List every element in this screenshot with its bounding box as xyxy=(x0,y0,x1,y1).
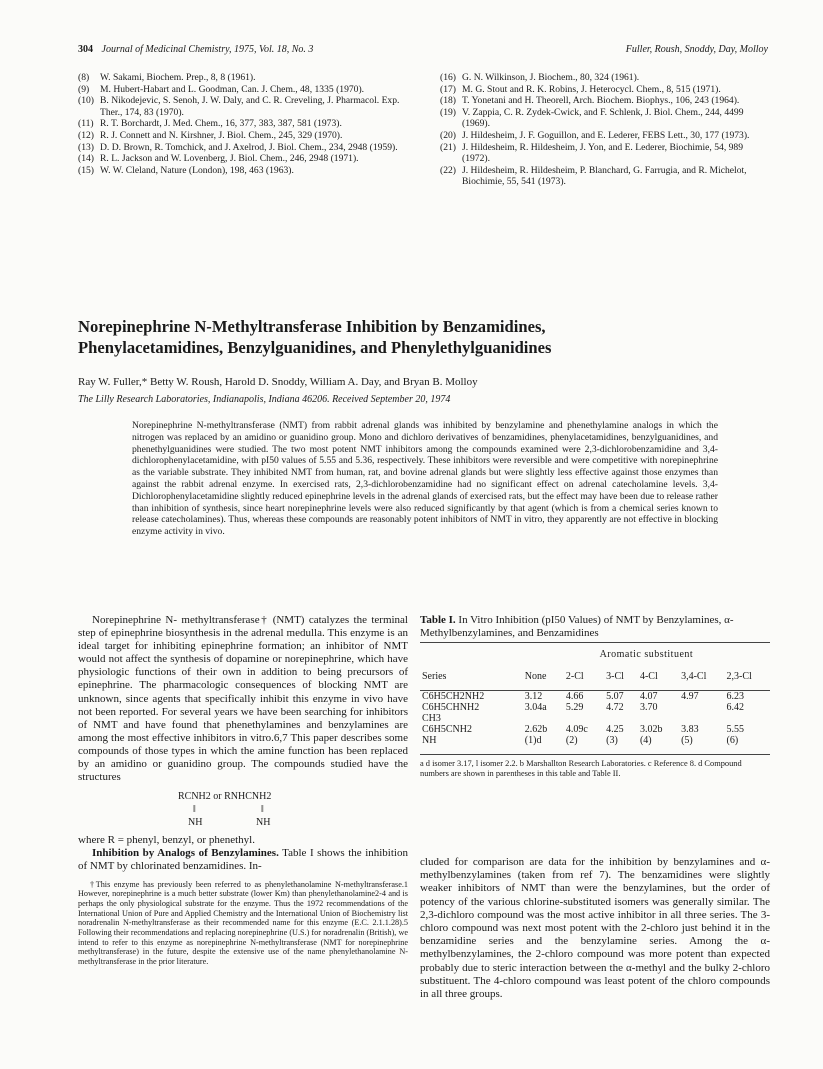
column-header: 3-Cl xyxy=(604,663,638,691)
value-cell: 2.62b xyxy=(524,724,548,736)
reference-text: J. Hildesheim, R. Hildesheim, J. Yon, and E. Lederer, Biochimie, 54, 989 (1972). xyxy=(462,141,744,165)
title-line-2: Phenylacetamidines, Benzylguanidines, and Phenylethylguanidines xyxy=(78,338,552,357)
article-title xyxy=(78,316,778,358)
reference-text: R. J. Connett and N. Kirshner, J. Biol. Chem., 245, 329 (1970). xyxy=(100,129,343,141)
table-row xyxy=(420,691,770,703)
table-row xyxy=(420,702,770,713)
formula-nh-left: NH xyxy=(188,817,203,829)
value-cell xyxy=(523,713,564,724)
reference-item xyxy=(78,142,406,154)
table-row xyxy=(420,724,770,735)
table-caption-text: In Vitro Inhibition (pI50 Values) of NMT by Benzylamines, α-Methylbenzylamines, and Benzamidines xyxy=(420,614,734,640)
references-left-column xyxy=(78,72,406,188)
reference-text: T. Yonetani and H. Theorell, Arch. Biochem. Biophys., 106, 243 (1964). xyxy=(462,95,740,107)
reference-text: D. D. Brown, R. Tomchick, and J. Axelrod, J. Biol. Chem., 234, 2948 (1959). xyxy=(100,141,398,153)
reference-item xyxy=(440,107,768,130)
structure-formulas xyxy=(78,788,408,832)
column-header: 2-Cl xyxy=(564,663,604,691)
body-right-column: cluded for comparison are data for the inhibition by benzylamines and α-methylbenzylamines (taken from ref 7). The benzamidines were slightly weaker inhibitors of NMT than were the benzylamines, but the order of potency of the various chlorine-substituted isomers was generally similar. The 2,3-dichloro compound was the most active inhibitor in all three series. The 3-chloro compound was next most potent with the 2-chloro just behind it in the benzamidine series and the benzylamine series. Among the α-methylbenzylamines, the 2-chloro compound was more potent than expected probably due to steric interaction between the α-methyl and the bulky 2-chloro substituent. The 4-chloro compound was least potent of the chloro compounds in all three groups. xyxy=(420,856,770,1001)
value-cell: 6.42 xyxy=(726,702,745,714)
formula-bond-left: ‖ xyxy=(193,804,196,816)
column-header-row xyxy=(420,663,770,691)
formula-or: or xyxy=(213,791,222,803)
column-header: None xyxy=(523,663,564,691)
formula-amidine: RCNH2 xyxy=(178,791,211,803)
reference-number: (12) xyxy=(78,129,94,141)
reference-item xyxy=(78,84,406,96)
reference-text: V. Zappia, C. R. Zydek-Cwick, and F. Schlenk, J. Biol. Chem., 244, 4499 (1969). xyxy=(462,106,744,130)
where-line: where R = phenyl, benzyl, or phenethyl. xyxy=(78,834,255,847)
title-line-1: Norepinephrine N-Methyltransferase Inhibition by Benzamidines, xyxy=(78,317,546,336)
reference-text: J. Hildesheim, R. Hildesheim, P. Blanchard, G. Farrugia, and R. Michelot, Biochimie, 55, 541 (1973). xyxy=(462,164,747,188)
value-cell xyxy=(564,713,604,724)
value-cell xyxy=(725,713,770,724)
table-1 xyxy=(420,614,770,780)
references-right-column xyxy=(440,72,768,188)
column-header: Series xyxy=(420,663,523,691)
value-cell: 3.02b xyxy=(639,724,663,736)
span-header: Aromatic substituent xyxy=(599,649,694,661)
value-cell: (4) xyxy=(639,735,652,747)
reference-item xyxy=(78,165,406,177)
reference-number: (13) xyxy=(78,141,94,153)
formula-nh-right: NH xyxy=(256,817,271,829)
value-cell: 3.70 xyxy=(639,702,658,714)
reference-number: (21) xyxy=(440,141,456,153)
value-cell: (1)d xyxy=(524,735,542,747)
reference-item xyxy=(440,84,768,96)
reference-number: (15) xyxy=(78,164,94,176)
section-text: Table I shows the inhibition of NMT by chlorinated benzamidines. In- xyxy=(78,847,408,873)
series-cell: NH xyxy=(422,735,437,747)
reference-item xyxy=(440,72,768,84)
reference-item xyxy=(78,118,406,130)
reference-item xyxy=(440,142,768,165)
reference-number: (11) xyxy=(78,118,94,130)
footnote: †This enzyme has previously been referred to as phenylethanolamine N-methyltransferase.1 However, norepinephrine is a much better substrate (lower Km) than phenylethanolamine2-4 and is perhaps the only physiological substrate for the enzyme. Thus the 1972 recommendations of the International Union of Pure and Applied Chemistry and the International Union of Biochemistry list noradrenalin N-methyltransferase as their recommended name for this enzyme (E.C. 2.1.1.28).5 Following their recommendations and replacing norepinephrine (U.S.) for noradrenalin (British), we intend to refer to this enzyme as norepinephrine N-methyltransferase (NMT for norepinephrine methyltransferase) in the future, despite the extensive use of the name phenylethanolamine N-methyltransferase in the prior literature. xyxy=(78,879,408,967)
column-header: 3,4-Cl xyxy=(679,663,724,691)
author-list: Ray W. Fuller,* Betty W. Roush, Harold D. Snoddy, William A. Day, and Bryan B. Molloy xyxy=(78,376,478,388)
section-paragraph xyxy=(78,847,408,873)
page-number: 304 xyxy=(78,44,93,55)
reference-text: W. Sakami, Biochem. Prep., 8, 8 (1961). xyxy=(100,72,256,83)
value-cell xyxy=(679,702,724,713)
table-row xyxy=(420,735,770,746)
running-header xyxy=(78,44,768,55)
reference-text: R. L. Jackson and W. Lovenberg, J. Biol. Chem., 246, 2948 (1971). xyxy=(100,153,359,165)
value-cell: 4.25 xyxy=(606,724,624,736)
reference-text: R. T. Borchardt, J. Med. Chem., 16, 377, 383, 387, 581 (1973). xyxy=(100,118,342,130)
column-header: 2,3-Cl xyxy=(725,663,770,691)
series-cell: C6H5CNH2 xyxy=(422,724,473,736)
reference-number: (17) xyxy=(440,83,456,95)
value-cell: 4.97 xyxy=(681,691,699,703)
formula-bond-right: ‖ xyxy=(261,804,264,816)
section-heading: Inhibition by Analogs of Benzylamines. xyxy=(92,847,279,860)
reference-text: G. N. Wilkinson, J. Biochem., 80, 324 (1961). xyxy=(462,72,640,83)
reference-text: J. Hildesheim, J. F. Goguillon, and E. Lederer, FEBS Lett., 30, 177 (1973). xyxy=(462,129,750,141)
value-cell: (2) xyxy=(565,735,578,747)
reference-item xyxy=(440,165,768,188)
reference-item xyxy=(78,95,406,118)
value-cell: 5.55 xyxy=(726,724,745,736)
value-cell: 3.12 xyxy=(524,691,543,703)
inhibition-table xyxy=(420,643,770,746)
value-cell: (3) xyxy=(606,735,618,747)
reference-text: B. Nikodejevic, S. Senoh, J. W. Daly, and C. R. Creveling, J. Pharmacol. Exp. Ther., 174, 83 (1970). xyxy=(100,95,400,118)
value-cell: 4.07 xyxy=(639,691,658,703)
table-row xyxy=(420,713,770,724)
reference-text: W. W. Cleland, Nature (London), 198, 463 (1963). xyxy=(100,164,294,176)
table-footnotes: a d isomer 3.17, l isomer 2.2. b Marshallton Research Laboratories. c Reference 8. d Compound numbers are shown in parentheses in this table and Table II. xyxy=(420,754,770,779)
value-cell: 6.23 xyxy=(726,691,745,703)
table-caption xyxy=(420,614,770,640)
running-authors: Fuller, Roush, Snoddy, Day, Molloy xyxy=(625,44,768,55)
series-cell: CH3 xyxy=(422,713,441,725)
value-cell: 3.04a xyxy=(524,702,547,714)
reference-item xyxy=(78,153,406,165)
reference-number: (22) xyxy=(440,164,456,176)
value-cell xyxy=(604,713,638,724)
value-cell: 5.29 xyxy=(565,702,584,714)
value-cell: (5) xyxy=(681,735,693,747)
series-cell: C6H5CH2NH2 xyxy=(422,691,485,703)
value-cell: 4.66 xyxy=(565,691,584,703)
journal-citation: Journal of Medicinal Chemistry, 1975, Vol. 18, No. 3 xyxy=(101,44,314,55)
column-header: 4-Cl xyxy=(638,663,679,691)
body-left-column xyxy=(78,614,408,967)
series-cell: C6H5CHNH2 xyxy=(422,702,480,714)
reference-item xyxy=(78,130,406,142)
abstract: Norepinephrine N-methyltransferase (NMT) from rabbit adrenal glands was inhibited by benzylamine and phenethylamine analogs in which the nitrogen was replaced by an amidino or guanidino group. Mono and dichloro derivatives of benzamidines, phenylacetamidines, benzylguanidines, and phenethylguanidines were studied. The two most potent NMT inhibitors among the compounds examined were 2,3-dichlorobenzamidine and 3,4-dichlorophenylacetamidine, with pI50 values of 5.55 and 5.36, respectively. These inhibitors were reversible and were competitive with norepinephrine as the variable substrate. They inhibited NMT from human, rat, and bovine adrenal glands but were slightly less effective against those enzymes than against the rabbit adrenal enzyme. In exercised rats, 2,3-dichlorobenzamidine had no significant effect on adrenal catecholamine levels. 3,4-Dichlorophenylacetamidine slightly reduced epinephrine levels in the adrenal glands of exercised rats, but the effect may have been due to release rather than inhibition of synthesis, since heart norepinephrine levels were also reduced significantly by that agent (which is from a chemical series known to release catecholamines). Thus, whereas these compounds are reasonably potent inhibitors of NMT in vitro, they apparently are not effective in blocking enzyme activity in vivo. xyxy=(132,420,718,538)
value-cell: 5.07 xyxy=(606,691,624,703)
value-cell: (6) xyxy=(726,735,739,747)
value-cell: 4.72 xyxy=(606,702,624,714)
intro-paragraph: Norepinephrine N- methyltransferase† (NMT) catalyzes the terminal step of epinephrine biosynthesis in the adrenal medulla. This enzyme is an ideal target for inhibiting epinephrine formation; an inhibitor of NMT would not affect the synthesis of dopamine or norepinephrine, which have physiologic functions of their own in addition to being precursors of epinephrine. The pharmacologic consequences of blocking NMT are unknown, since agents that specifically inhibit this enzyme in vivo have not been reported. For several years we have been searching for inhibitors of NMT and have found that phenethylamines and benzylamines are among the most effective inhibitors in vitro.6,7 This paper describes some compounds of those types in which the amine function has been replaced by an amidino or guanidino group. The compounds studied have the structures xyxy=(78,614,408,784)
reference-number: (8) xyxy=(78,72,90,83)
reference-text: M. G. Stout and R. K. Robins, J. Heterocycl. Chem., 8, 515 (1971). xyxy=(462,83,721,95)
reference-item xyxy=(440,130,768,142)
formula-guanidine: RNHCNH2 xyxy=(224,791,272,803)
value-cell: 4.09c xyxy=(565,724,588,736)
reference-text: M. Hubert-Habart and L. Goodman, Can. J. Chem., 48, 1335 (1970). xyxy=(100,83,365,95)
reference-number: (9) xyxy=(78,83,90,95)
affiliation: The Lilly Research Laboratories, Indianapolis, Indiana 46206. Received September 20, 1974 xyxy=(78,394,451,405)
value-cell xyxy=(679,713,724,724)
table-label: Table I. xyxy=(420,614,456,626)
value-cell xyxy=(638,713,679,724)
reference-number: (18) xyxy=(440,95,456,107)
reference-number: (16) xyxy=(440,72,456,83)
reference-item xyxy=(440,95,768,107)
value-cell: 3.83 xyxy=(681,724,699,736)
references-section xyxy=(78,72,768,188)
reference-number: (19) xyxy=(440,106,456,118)
reference-number: (14) xyxy=(78,153,94,165)
reference-item xyxy=(78,72,406,84)
reference-number: (20) xyxy=(440,129,456,141)
reference-number: (10) xyxy=(78,95,94,107)
